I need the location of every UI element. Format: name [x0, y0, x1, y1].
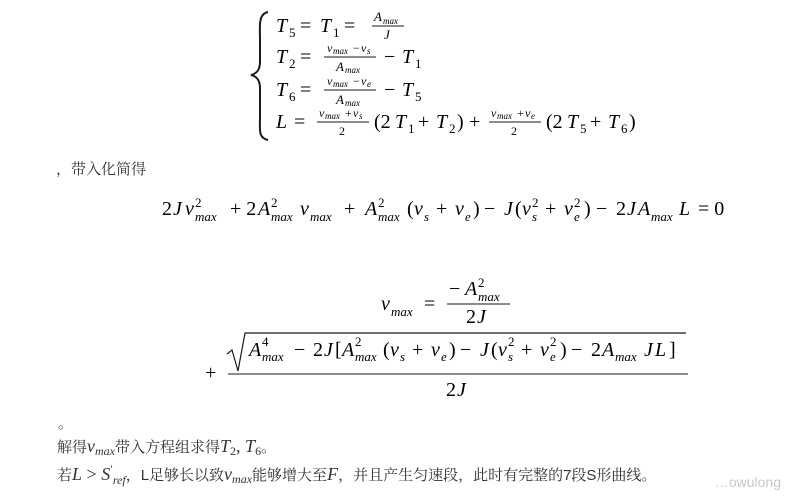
svg-text:2: 2 — [446, 379, 456, 400]
svg-text:A: A — [465, 278, 478, 300]
svg-text:2: 2 — [616, 198, 626, 220]
svg-text:2: 2 — [313, 339, 323, 361]
svg-text:+: + — [545, 198, 557, 220]
svg-text:+: + — [436, 198, 448, 220]
svg-text:max: max — [345, 65, 360, 75]
svg-text:A: A — [336, 92, 344, 107]
svg-text:L: L — [679, 198, 691, 220]
svg-text:L: L — [655, 339, 667, 361]
svg-text:1: 1 — [415, 56, 422, 71]
svg-text:A: A — [638, 198, 651, 220]
svg-text:v: v — [522, 198, 531, 220]
svg-text:=: = — [344, 15, 356, 37]
svg-text:max: max — [615, 349, 637, 364]
svg-text:v: v — [361, 41, 367, 55]
svg-text:2: 2 — [591, 339, 601, 361]
svg-text:): ) — [584, 198, 591, 220]
svg-text:T: T — [436, 111, 448, 133]
svg-text:J: J — [173, 198, 182, 220]
svg-text:max: max — [325, 111, 340, 121]
svg-text:−: − — [384, 79, 396, 101]
svg-text:(2: (2 — [374, 111, 391, 133]
svg-text:v: v — [300, 198, 309, 220]
svg-text:(: ( — [383, 339, 390, 361]
svg-text:−: − — [353, 41, 360, 55]
solve-prefix: 解得 — [57, 439, 88, 456]
svg-text:e: e — [574, 209, 580, 224]
svg-text:s: s — [400, 349, 406, 364]
svg-text:s: s — [359, 111, 363, 121]
svg-text:s: s — [532, 209, 538, 224]
svg-text:A: A — [342, 339, 355, 361]
svg-text:max: max — [651, 209, 673, 224]
equation-expanded — [0, 190, 789, 230]
equation-system — [0, 0, 789, 145]
svg-text:2: 2 — [162, 198, 172, 220]
svg-text:max: max — [333, 46, 348, 56]
svg-text:+: + — [418, 111, 430, 133]
svg-text:2: 2 — [532, 195, 539, 210]
equation-row-4 — [275, 106, 636, 138]
svg-text:=: = — [300, 15, 312, 37]
svg-text:4: 4 — [262, 334, 269, 349]
svg-text:A: A — [249, 339, 262, 361]
svg-text:): ) — [560, 339, 567, 361]
svg-text:T: T — [608, 111, 620, 133]
svg-text:+: + — [590, 111, 602, 133]
svg-text:T: T — [276, 15, 288, 37]
svg-text:(2: (2 — [546, 111, 563, 133]
svg-text:6: 6 — [621, 121, 628, 136]
svg-text:e: e — [441, 349, 447, 364]
svg-text:2: 2 — [339, 124, 345, 138]
svg-text:=: = — [300, 46, 312, 68]
svg-text:T: T — [320, 15, 332, 37]
svg-text:(: ( — [491, 339, 498, 361]
svg-text:2: 2 — [574, 195, 581, 210]
svg-text:2: 2 — [449, 121, 456, 136]
svg-text:): ) — [457, 111, 464, 133]
svg-text:v: v — [185, 198, 194, 220]
svg-text:5: 5 — [289, 25, 296, 40]
period-line: 。 — [58, 415, 74, 432]
equation-row-3 — [276, 74, 422, 108]
svg-text:+: + — [521, 339, 533, 361]
svg-text:J: J — [324, 339, 333, 361]
svg-text:=: = — [424, 293, 436, 315]
equation-row-2 — [276, 41, 422, 75]
svg-text:v: v — [455, 198, 464, 220]
solve-line: 解得$v_{max}$带入方程组求得$T_2$, $T_6$。 — [57, 436, 277, 458]
svg-text:1: 1 — [333, 25, 340, 40]
svg-text:]: ] — [669, 339, 676, 361]
solve-middle: 带入方程组求得 — [115, 439, 221, 456]
solve-end: 。 — [261, 439, 277, 456]
equation-vmax-solution — [0, 275, 789, 400]
svg-text:v: v — [381, 293, 390, 315]
svg-text:6: 6 — [289, 89, 296, 104]
svg-text:= 0: = 0 — [698, 198, 725, 220]
svg-text:T: T — [276, 79, 288, 101]
svg-text:2: 2 — [378, 195, 385, 210]
svg-text:+: + — [517, 106, 524, 120]
svg-text:max: max — [333, 79, 348, 89]
svg-text:(: ( — [515, 198, 522, 220]
svg-text:−: − — [384, 46, 396, 68]
svg-text:v: v — [361, 74, 367, 88]
svg-text:J: J — [644, 339, 653, 361]
svg-text:v: v — [390, 339, 399, 361]
cond-middle: ，L足够长以致 — [125, 467, 225, 484]
svg-text:=: = — [300, 79, 312, 101]
svg-text:+: + — [412, 339, 424, 361]
svg-text:v: v — [525, 106, 531, 120]
svg-text:J: J — [504, 198, 513, 220]
svg-text:−: − — [294, 339, 306, 361]
svg-text:2: 2 — [478, 275, 485, 290]
svg-text:=: = — [294, 111, 306, 133]
svg-text:max: max — [378, 209, 400, 224]
svg-text:5: 5 — [580, 121, 587, 136]
svg-text:L: L — [276, 111, 288, 133]
svg-text:+: + — [205, 362, 217, 384]
svg-text:−: − — [460, 339, 472, 361]
cond-end: ，并且产生匀速段，此时有完整的7段S形曲线。 — [338, 467, 657, 484]
equation-row-1 — [276, 9, 404, 42]
svg-text:): ) — [629, 111, 636, 133]
svg-text:v: v — [540, 339, 549, 361]
svg-text:): ) — [473, 198, 480, 220]
svg-text:max: max — [355, 349, 377, 364]
svg-text:+: + — [344, 198, 356, 220]
svg-text:v: v — [431, 339, 440, 361]
svg-text:−: − — [571, 339, 583, 361]
svg-text:J: J — [457, 379, 466, 400]
svg-text:s: s — [367, 46, 371, 56]
svg-text:T: T — [567, 111, 579, 133]
svg-text:s: s — [508, 349, 514, 364]
substitute-line: ，带入化简得 — [56, 161, 147, 178]
watermark: …owulong — [714, 474, 781, 490]
svg-text:v: v — [327, 74, 333, 88]
svg-text:max: max — [310, 209, 332, 224]
svg-text:A: A — [602, 339, 615, 361]
svg-text:max: max — [195, 209, 217, 224]
svg-text:J: J — [480, 339, 489, 361]
svg-text:e: e — [550, 349, 556, 364]
svg-text:max: max — [391, 304, 413, 319]
svg-text:T: T — [402, 46, 414, 68]
cond-prefix: 若 — [57, 467, 73, 484]
svg-text:v: v — [319, 106, 325, 120]
svg-text:T: T — [276, 46, 288, 68]
svg-text:−: − — [353, 74, 360, 88]
svg-text:+: + — [469, 111, 481, 133]
cond-middle2: 能够增大至 — [252, 467, 328, 484]
svg-text:+: + — [345, 106, 352, 120]
svg-text:A: A — [374, 9, 382, 24]
svg-text:e: e — [531, 111, 535, 121]
svg-text:v: v — [327, 41, 333, 55]
svg-text:2: 2 — [511, 124, 517, 138]
svg-text:T: T — [402, 79, 414, 101]
svg-text:(: ( — [407, 198, 414, 220]
svg-text:v: v — [498, 339, 507, 361]
svg-text:J: J — [384, 27, 390, 42]
svg-text:v: v — [564, 198, 573, 220]
svg-text:A: A — [258, 198, 271, 220]
svg-text:s: s — [424, 209, 430, 224]
svg-text:2: 2 — [466, 306, 476, 328]
svg-text:max: max — [478, 289, 500, 304]
svg-text:e: e — [465, 209, 471, 224]
svg-text:+ 2: + 2 — [230, 198, 257, 220]
condition-line: 若$L > S'_{ref}$，L足够长以致$v_{max}$能够增大至F，并且产生匀速段，此时有完整的7段S形曲线。 — [57, 462, 657, 487]
svg-text:v: v — [414, 198, 423, 220]
left-brace — [251, 12, 268, 140]
svg-text:v: v — [491, 106, 497, 120]
svg-text:1: 1 — [408, 121, 415, 136]
svg-text:2: 2 — [271, 195, 278, 210]
svg-text:max: max — [345, 98, 360, 108]
svg-text:[: [ — [335, 339, 342, 361]
svg-text:v: v — [353, 106, 359, 120]
svg-text:2: 2 — [195, 195, 202, 210]
svg-text:max: max — [383, 16, 398, 26]
svg-text:5: 5 — [415, 89, 422, 104]
svg-text:max: max — [271, 209, 293, 224]
svg-text:−: − — [484, 198, 496, 220]
svg-text:A: A — [336, 59, 344, 74]
svg-text:2: 2 — [550, 334, 557, 349]
svg-text:−: − — [449, 278, 461, 300]
svg-text:max: max — [262, 349, 284, 364]
svg-text:A: A — [365, 198, 378, 220]
svg-text:2: 2 — [508, 334, 515, 349]
svg-text:): ) — [449, 339, 456, 361]
svg-text:T: T — [395, 111, 407, 133]
svg-text:J: J — [627, 198, 636, 220]
svg-text:−: − — [596, 198, 608, 220]
svg-text:e: e — [367, 79, 371, 89]
svg-text:J: J — [477, 306, 486, 328]
svg-text:2: 2 — [355, 334, 362, 349]
svg-text:2: 2 — [289, 56, 296, 71]
svg-text:max: max — [497, 111, 512, 121]
